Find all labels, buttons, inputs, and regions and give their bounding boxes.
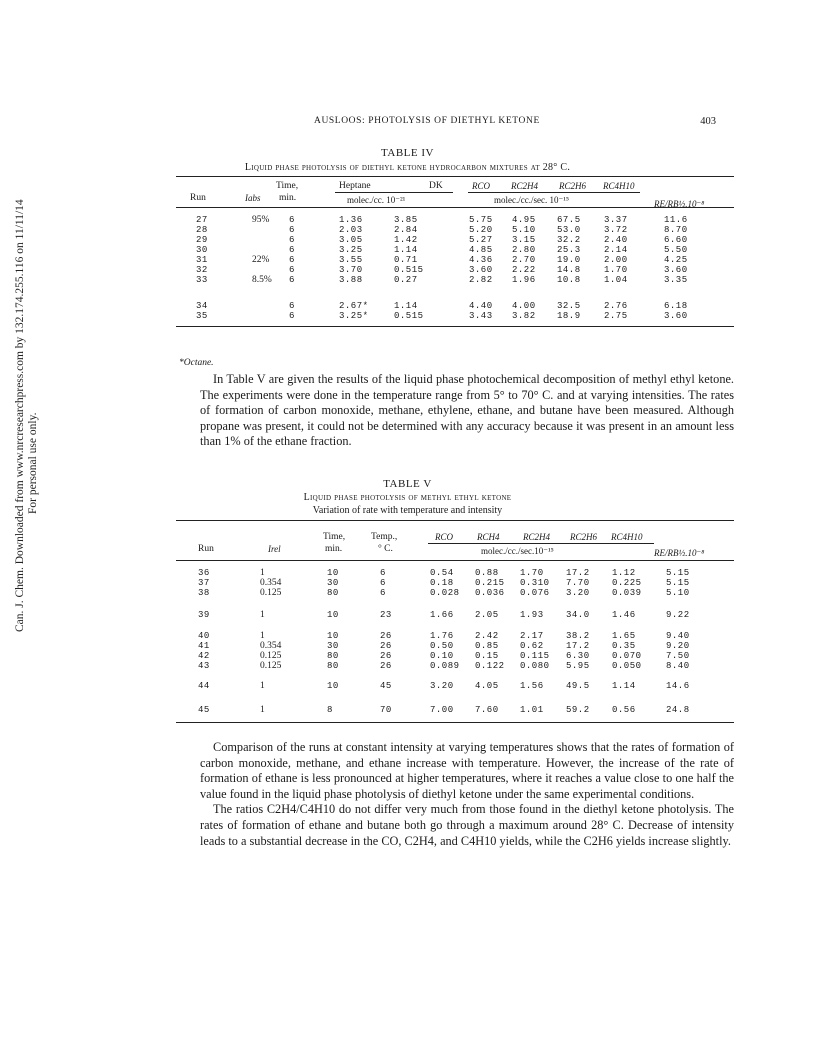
t5-rco-cell: 7.00 [430, 705, 454, 715]
t4-h-run: Run [190, 193, 206, 203]
table5-top-rule [176, 520, 734, 521]
t4-h-iabs: Iabs [245, 193, 261, 203]
t5-rch4-cell: 0.88 0.215 0.036 [475, 568, 505, 598]
t4-g1-iabs: 95% 22% 8.5% [252, 215, 272, 285]
t5-rc4h10-cell: 1.14 [612, 681, 636, 691]
t5-time-cell: 10 30 80 [327, 568, 339, 598]
t5-rc2h4-cell: 1.93 [520, 610, 544, 620]
t5-h-run: Run [198, 544, 214, 554]
t4-g1-run: 27 28 29 30 31 32 33 [196, 215, 208, 285]
t4-g1-ratio: 11.6 8.70 6.60 5.50 4.25 3.60 3.35 [664, 215, 688, 285]
t4-h-dk: DK [429, 181, 443, 191]
t5-irel-cell: 1 [260, 705, 265, 715]
t5-rc4h10-cell: 1.12 0.225 0.039 [612, 568, 642, 598]
t5-rco-cell: 1.76 0.50 0.10 0.089 [430, 631, 460, 671]
t5-rc2h4-cell: 1.01 [520, 705, 544, 715]
t4-g2-rc4h10: 2.76 2.75 [604, 301, 628, 321]
t4-g2-ratio: 6.18 3.60 [664, 301, 688, 321]
t5-rc2h6-cell: 59.2 [566, 705, 590, 715]
running-title: AUSLOOS: PHOTOLYSIS OF DIETHYL KETONE [314, 116, 540, 126]
t4-g1-heptane: 1.36 2.03 3.05 3.25 3.55 3.70 3.88 [339, 215, 363, 285]
t4-h-rc2h6: RC2H6 [559, 181, 586, 191]
table4-bottom-rule [176, 326, 734, 327]
paragraph-3-text: The ratios C2H4/C4H10 do not differ very much from those found in the diethyl ketone photolysis. The rates of formation of ethane and butane both go through a maximum around 28° C. Decrease of intensity leads to a substantial decrease in the CO, C2H4, and C4H10 yields, while the C2H6 yields increase slightly. [200, 802, 734, 848]
t5-temp-cell: 26 26 26 26 [380, 631, 392, 671]
t5-rco-cell: 1.66 [430, 610, 454, 620]
t4-g2-time: 6 6 [289, 301, 295, 321]
table5-bottom-rule [176, 722, 734, 723]
t4-g1-rc2h4: 4.95 5.10 3.15 2.80 2.70 2.22 1.96 [512, 215, 536, 285]
t4-g1-dk: 3.85 2.84 1.42 1.14 0.71 0.515 0.27 [394, 215, 424, 285]
t4-h-ratio: RE/RB½.10⁻⁸ [654, 199, 705, 209]
t5-irel-cell: 1 [260, 681, 265, 691]
t5-rc2h4-cell: 1.70 0.310 0.076 [520, 568, 550, 598]
t5-h-rc2h4: RC2H4 [523, 532, 550, 542]
table5-subtitle: Liquid phase photolysis of methyl ethyl ketone [303, 492, 512, 503]
t4-g2-run: 34 35 [196, 301, 208, 321]
table4-header-rule [176, 207, 734, 208]
t5-rc4h10-cell: 1.46 [612, 610, 636, 620]
t5-temp-cell: 6 6 6 [380, 568, 386, 598]
t5-rc4h10-cell: 1.65 0.35 0.070 0.050 [612, 631, 642, 671]
t5-rco-cell: 0.54 0.18 0.028 [430, 568, 460, 598]
t5-ratio-cell: 9.22 [666, 610, 690, 620]
t4-h-rc2h4: RC2H4 [511, 181, 538, 191]
t4-h-time-unit: min. [279, 193, 297, 203]
t4-h-rco: RCO [472, 181, 490, 191]
t5-time-cell: 10 30 80 80 [327, 631, 339, 671]
t5-rch4-cell: 4.05 [475, 681, 499, 691]
t5-run-cell: 39 [198, 610, 210, 620]
t4-rate-rule [468, 192, 640, 193]
table5-title: TABLE V [383, 478, 432, 490]
t4-g1-rc2h6: 67.5 53.0 32.2 25.3 19.0 14.8 10.8 [557, 215, 581, 285]
t5-h-time: Time, [323, 532, 346, 542]
t5-rc2h6-cell: 34.0 [566, 610, 590, 620]
watermark-line-1: Can. J. Chem. Downloaded from www.nrcresearchpress.com by 132.174.255.116 on 11/11/14 [14, 199, 26, 632]
t4-h-rc4h10: RC4H10 [603, 181, 635, 191]
table5-subtitle-2: Variation of rate with temperature and intensity [312, 505, 503, 516]
t5-h-ratio: RE/RB½.10⁻⁸ [654, 548, 705, 558]
t5-time-cell: 10 [327, 610, 339, 620]
t5-rate-rule [428, 543, 654, 544]
t5-rc2h6-cell: 38.2 17.2 6.30 5.95 [566, 631, 590, 671]
t5-ratio-cell: 24.8 [666, 705, 690, 715]
t4-g1-time: 6 6 6 6 6 6 6 [289, 215, 295, 285]
t4-h-rate-unit: molec./cc./sec. 10⁻¹⁵ [494, 195, 570, 205]
t5-rch4-cell: 7.60 [475, 705, 499, 715]
t5-h-rc2h6: RC2H6 [570, 532, 597, 542]
t5-rc2h6-cell: 49.5 [566, 681, 590, 691]
t5-h-irel: Irel [268, 544, 281, 554]
paragraph-comparison [200, 740, 734, 849]
table4-subtitle: Liquid phase photolysis of diethyl ketone hydrocarbon mixtures at 28° C. [244, 162, 571, 173]
t5-temp-cell: 23 [380, 610, 392, 620]
t5-irel-cell: 1 [260, 610, 265, 620]
t4-h-time: Time, [276, 181, 299, 191]
t5-irel-cell: 1 0.354 0.125 [260, 568, 282, 598]
t5-rc2h4-cell: 1.56 [520, 681, 544, 691]
t4-h-heptane: Heptane [339, 181, 371, 191]
download-watermark [14, 199, 39, 632]
t5-h-temp: Temp., [371, 532, 398, 542]
t4-g2-rc2h4: 4.00 3.82 [512, 301, 536, 321]
t5-h-rch4: RCH4 [477, 532, 500, 542]
table4-footnote: *Octane. [179, 358, 214, 368]
t4-g2-heptane: 2.67* 3.25* [339, 301, 369, 321]
t5-rco-cell: 3.20 [430, 681, 454, 691]
t5-rc4h10-cell: 0.56 [612, 705, 636, 715]
table4-title: TABLE IV [381, 147, 434, 159]
paragraph-1-text: In Table V are given the results of the liquid phase photochemical decomposition of methyl ethyl ketone. The experiments were done in the temperature range from 5° to 70° C. and at varying intensities. The rates of formation of carbon monoxide, methane, ethylene, ethane, and butane have been measured. Although propane was present, it could not be determined with any accuracy because it was present in an amount less than 1% of the ethane fraction. [200, 372, 734, 449]
table4-top-rule [176, 176, 734, 177]
t5-ratio-cell: 5.15 5.15 5.10 [666, 568, 690, 598]
t4-h-mol-unit: molec./cc. 10⁻²¹ [347, 195, 406, 205]
t5-h-rate-unit: molec./cc./sec.10⁻¹⁵ [481, 546, 554, 556]
t5-run-cell: 45 [198, 705, 210, 715]
t4-g1-rco: 5.75 5.20 5.27 4.85 4.36 3.60 2.82 [469, 215, 493, 285]
t4-g2-dk: 1.14 0.515 [394, 301, 424, 321]
t5-ratio-cell: 9.40 9.20 7.50 8.40 [666, 631, 690, 671]
t5-run-cell: 36 37 38 [198, 568, 210, 598]
t4-mol-rule [335, 192, 453, 193]
t4-g2-rc2h6: 32.5 18.9 [557, 301, 581, 321]
t5-rch4-cell: 2.05 [475, 610, 499, 620]
t5-irel-cell: 1 0.354 0.125 0.125 [260, 631, 282, 671]
t5-rch4-cell: 2.42 0.85 0.15 0.122 [475, 631, 505, 671]
t5-run-cell: 40 41 42 43 [198, 631, 210, 671]
t5-h-temp-unit: ° C. [378, 544, 393, 554]
t5-ratio-cell: 14.6 [666, 681, 690, 691]
page-number: 403 [700, 116, 716, 127]
t5-time-cell: 10 [327, 681, 339, 691]
t5-run-cell: 44 [198, 681, 210, 691]
t5-temp-cell: 70 [380, 705, 392, 715]
t5-rc2h6-cell: 17.2 7.70 3.20 [566, 568, 590, 598]
paragraph-2-text: Comparison of the runs at constant intensity at varying temperatures shows that the rates of formation of carbon monoxide, methane, and ethane increase with temperature. However, the increase of the rate of formation of ethane is less pronounced at higher temperatures, where it reaches a value close to one half the value found in the liquid phase photolysis of diethyl ketone under the same experimental conditions. [200, 740, 734, 801]
t5-temp-cell: 45 [380, 681, 392, 691]
paragraph-table5-intro [200, 372, 734, 450]
t4-g1-rc4h10: 3.37 3.72 2.40 2.14 2.00 1.70 1.04 [604, 215, 628, 285]
t5-rc2h4-cell: 2.17 0.62 0.115 0.080 [520, 631, 550, 671]
t5-time-cell: 8 [327, 705, 333, 715]
table5-header-rule [176, 560, 734, 561]
t4-g2-rco: 4.40 3.43 [469, 301, 493, 321]
t5-h-time-unit: min. [325, 544, 343, 554]
t5-h-rco: RCO [435, 532, 453, 542]
t5-h-rc4h10: RC4H10 [611, 532, 643, 542]
watermark-line-2: For personal use only. [27, 412, 39, 514]
